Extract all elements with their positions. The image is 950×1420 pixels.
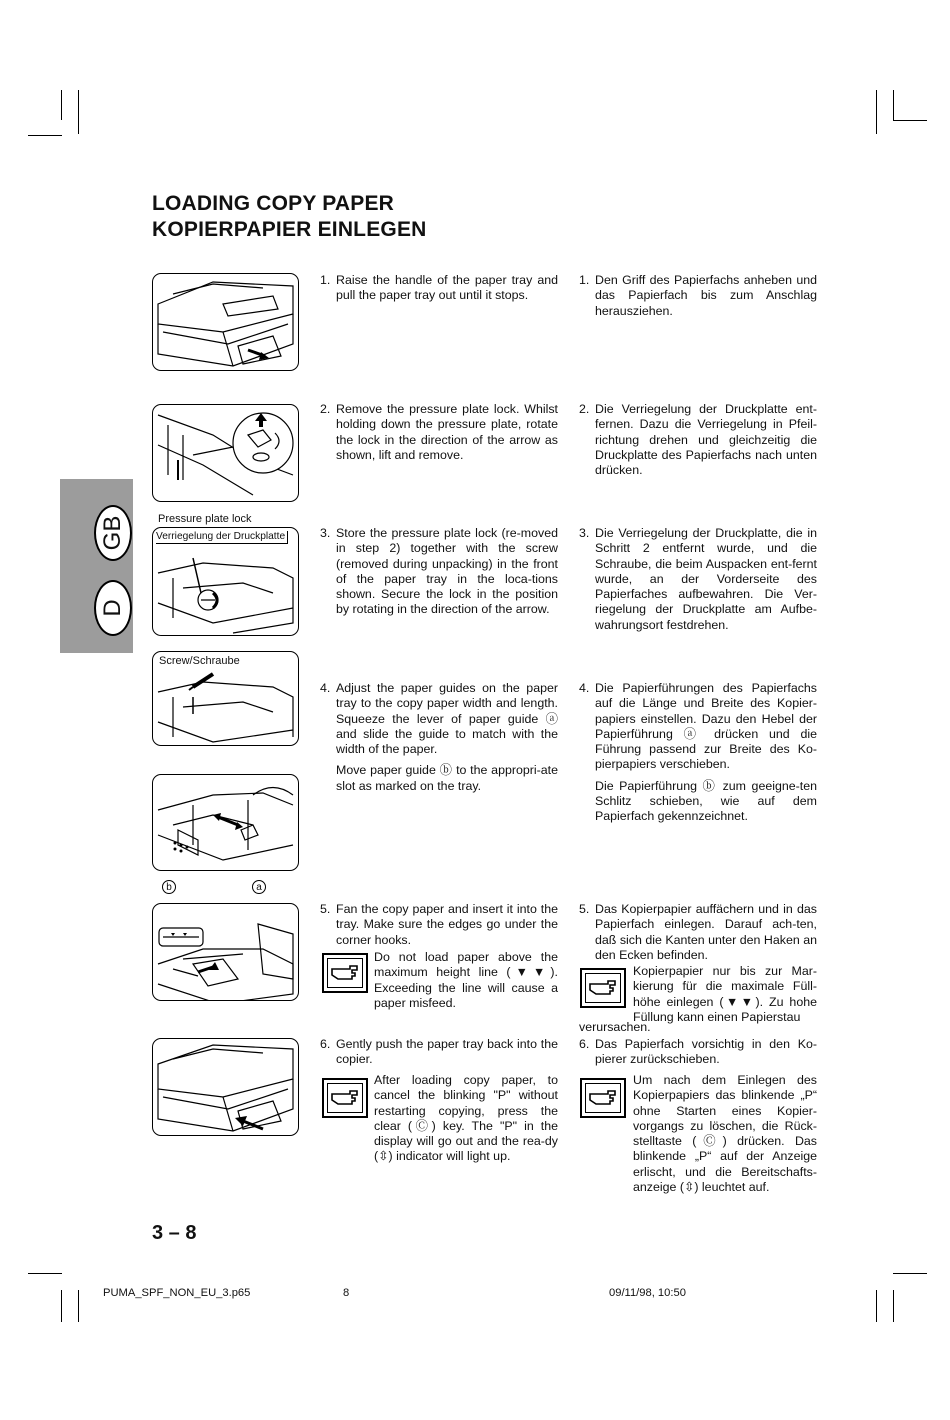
crop-mark: [876, 90, 877, 134]
step-number: 1.: [320, 273, 331, 287]
note-de-paper-limit: Kopierpapier nur bis zur Mar-kierung für die maximale Füll-höhe einlegen (▼▼). Zu hohe Füllung kann einen Papierstau: [633, 964, 817, 1024]
step-number: 4.: [579, 681, 590, 695]
page-title-german: KOPIERPAPIER EINLEGEN: [152, 218, 427, 241]
footer-datetime: 09/11/98, 10:50: [609, 1287, 686, 1299]
step-de-2: [579, 402, 817, 478]
step-subtext: Die Papierführung ⓑ zum geeigne-ten Schlitz schieben, wie auf dem Papierfach gekennzeichnet.: [595, 778, 817, 824]
step-en-5: [320, 902, 558, 948]
step-en-4: [320, 681, 558, 794]
crop-mark: [876, 1290, 877, 1322]
step-subtext: Move paper guide ⓑ to the appropri-ate slot as marked on the tray.: [336, 763, 558, 793]
marker-a: a: [252, 880, 266, 894]
page-number: 3 – 8: [152, 1222, 197, 1244]
crop-mark: [893, 120, 927, 121]
note-en-after-loading: After loading copy paper, to cancel the blinking "P" without restarting copying, press the clear (Ⓒ) key. The "P" in the display will go out and the rea-dy (⇳) indicator will light up.: [374, 1073, 558, 1164]
crop-mark: [893, 90, 894, 120]
crop-mark: [893, 1273, 927, 1274]
illustration-push-tray: [152, 1038, 299, 1136]
step-number: 5.: [320, 902, 331, 916]
marker-b: b: [162, 880, 176, 894]
step-de-6: [579, 1037, 817, 1068]
hand-pointing-icon: [322, 1078, 368, 1118]
caption-pressure-plate-lock-german: Verriegelung der Druckplatte: [156, 531, 288, 544]
step-text: Den Griff des Papierfachs anheben und das Papierfach bis zum Anschlag herausziehen.: [595, 273, 817, 318]
step-number: 3.: [579, 526, 590, 540]
step-text: Store the pressure plate lock (re-moved in step 2) together with the screw (removed during unpacking) in the front of the paper tray in the loca-tions shown. Secure the lock in the position by rotating in the direction of the arrow.: [336, 526, 558, 617]
caption-pressure-plate-lock: Pressure plate lock: [158, 513, 252, 525]
language-badge-d: D: [94, 580, 132, 636]
illustration-remove-lock: [152, 404, 299, 502]
step-text: Adjust the paper guides on the paper tray to the copy paper width and length. Squeeze the lever of paper guide ⓐ and slide the guide to match with the width of the paper.: [336, 681, 558, 757]
step-de-5: [579, 902, 817, 963]
caption-screw: Screw/Schraube: [159, 655, 240, 667]
illustration-paper-guides: [152, 774, 299, 871]
illustration-insert-paper: [152, 903, 299, 1001]
page-title: LOADING COPY PAPER: [152, 192, 395, 215]
step-number: 6.: [579, 1037, 590, 1051]
step-number: 1.: [579, 273, 590, 287]
hand-pointing-icon: [322, 953, 368, 993]
step-text: Das Papierfach vorsichtig in den Ko-pierer zurückschieben.: [595, 1037, 817, 1067]
note-de-paper-limit-end: verursachen.: [579, 1020, 651, 1034]
step-number: 2.: [579, 402, 590, 416]
step-number: 2.: [320, 402, 331, 416]
step-text: Raise the handle of the paper tray and pull the paper tray out until it stops.: [336, 273, 558, 303]
step-de-1: [579, 273, 817, 319]
step-en-3: [320, 526, 558, 618]
hand-pointing-icon: [580, 1078, 626, 1118]
step-de-4: [579, 681, 817, 825]
language-tab: [60, 479, 133, 653]
language-badge-gb: GB: [94, 505, 132, 561]
step-en-1: [320, 273, 558, 304]
hand-pointing-icon: [580, 968, 626, 1008]
illustration-store-lock: [152, 527, 299, 636]
crop-mark: [28, 135, 62, 136]
crop-mark: [61, 90, 62, 120]
step-number: 3.: [320, 526, 331, 540]
step-text: Gently push the paper tray back into the copier.: [336, 1037, 558, 1067]
crop-mark: [78, 1290, 79, 1322]
crop-mark: [893, 1290, 894, 1322]
step-number: 6.: [320, 1037, 331, 1051]
illustration-pull-tray: [152, 273, 299, 371]
note-de-after-loading: Um nach dem Einlegen des Kopierpapiers das blinkende „P“ ohne Starten eines Kopier-vorgangs zu löschen, die Rück-stelltaste (Ⓒ) drücken. Das blinkende „P“ auf der Anzeige erlischt, und die Bereitschafts-anzeige (⇳) leuchtet auf.: [633, 1073, 817, 1195]
step-text: Das Kopierpapier auffächern und in das Papierfach einlegen. Darauf ach-ten, daß sich die Kanten unter den Haken an den Ecken befinden.: [595, 902, 817, 962]
step-text: Fan the copy paper and insert it into the tray. Make sure the edges go under the corner hooks.: [336, 902, 558, 947]
step-text: Die Verriegelung der Druckplatte, die in Schritt 2 entfernt wurde, und die Schraube, die beim Auspacken ent-fernt wurde, an der Vorderseite des Papierfaches aufbewahren. Die Ver-riegelung der Druckplatte am Aufbe-wahrungsort festdrehen.: [595, 526, 817, 632]
crop-mark: [78, 90, 79, 134]
step-text: Die Verriegelung der Druckplatte ent-fernen. Dazu die Verriegelung in Pfeil-richtung drehen und gleichzeitig die Druckplatte des Papierfachs nach unten drücken.: [595, 402, 817, 478]
illustration-screw: [152, 651, 299, 746]
step-text: Die Papierführungen des Papierfachs auf die Länge und Breite des Kopier-papiers einstellen. Dazu den Hebel der Papierführung ⓐ drücken und die Führung passend zur Breite des Ko-pierpapiers verschieben.: [595, 681, 817, 772]
step-text: Remove the pressure plate lock. Whilst holding down the pressure plate, rotate the lock in the direction of the arrow as shown, lift and remove.: [336, 402, 558, 462]
step-en-6: [320, 1037, 558, 1068]
crop-mark: [28, 1273, 62, 1274]
step-en-2: [320, 402, 558, 463]
step-number: 5.: [579, 902, 590, 916]
step-de-3: [579, 526, 817, 633]
footer-page: 8: [343, 1287, 350, 1299]
footer-filename: PUMA_SPF_NON_EU_3.p65: [103, 1287, 251, 1299]
note-en-paper-limit: Do not load paper above the maximum height line (▼▼). Exceeding the line will cause a paper misfeed.: [374, 950, 558, 1010]
step-number: 4.: [320, 681, 331, 695]
crop-mark: [61, 1290, 62, 1322]
